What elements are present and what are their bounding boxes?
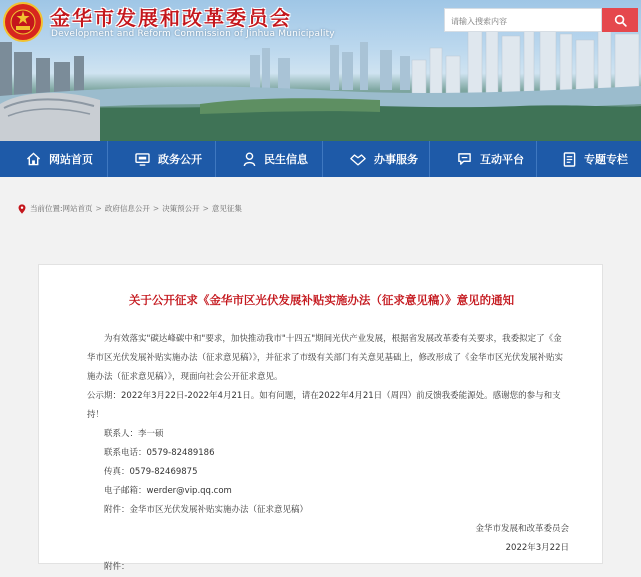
fax-label: 传真：	[104, 467, 130, 477]
nav-item-livelihood[interactable]	[216, 141, 322, 177]
person-icon	[243, 152, 256, 167]
contact-person-row	[87, 425, 569, 444]
nav-label-livelihood: 民生信息	[264, 153, 308, 166]
nav-label-gov-open: 政务公开	[158, 153, 202, 166]
nav-item-topics[interactable]	[537, 141, 641, 177]
nav-label-interaction: 互动平台	[480, 153, 524, 166]
breadcrumb-prefix: 当前位置:	[30, 204, 63, 213]
breadcrumb-link-info-open[interactable]: 政府信息公开	[104, 204, 150, 213]
contact-person-value: 李一硕	[138, 429, 164, 439]
national-emblem-logo	[3, 2, 43, 42]
search-icon	[614, 14, 627, 27]
nav-item-services[interactable]	[323, 141, 429, 177]
handshake-icon	[350, 153, 366, 166]
contact-person-label: 联系人：	[104, 429, 139, 439]
attachment-row	[87, 501, 569, 520]
home-icon	[26, 152, 41, 166]
signature-org: 金华市发展和改革委员会	[475, 524, 569, 534]
article-body	[87, 330, 569, 577]
location-pin-icon	[18, 204, 26, 214]
contact-phone-row	[87, 444, 569, 463]
monitor-icon	[135, 153, 150, 166]
breadcrumb	[18, 203, 242, 214]
breadcrumb-separator: >	[152, 204, 160, 213]
breadcrumb-separator: >	[95, 204, 102, 213]
email-value[interactable]: werder@vip.qq.com	[146, 486, 232, 496]
site-subtitle: Development and Reform Commission of Jinhua Municipality	[51, 29, 335, 39]
nav-label-topics: 专题专栏	[584, 153, 628, 166]
contact-phone-value: 0579-82489186	[146, 448, 215, 458]
attachment-section-label: 附件：	[104, 562, 130, 572]
article-title: 关于公开征求《金华市区光伏发展补贴实施办法（征求意见稿）》意见的通知	[128, 293, 515, 307]
breadcrumb-link-decision[interactable]: 决策预公开	[162, 204, 200, 213]
nav-item-gov-open[interactable]	[108, 141, 215, 177]
attachment-label: 附件：	[104, 505, 130, 515]
article-paragraph-intro: 为有效落实"碳达峰碳中和"要求，加快推动我市"十四五"期间光伏产业发展，根据省发展改革委有关要求，我委拟定了《金华市区光伏发展补贴实施办法（征求意见稿）》，并征求了市级有关部门有关意见基础上，修改形成了《金华市区光伏发展补贴实施办法（征求意见稿）》，现面向社会公开征求意见。	[87, 334, 564, 382]
breadcrumb-link-opinion[interactable]: 意见征集	[211, 204, 242, 213]
email-row	[87, 482, 569, 501]
nav-label-home: 网站首页	[49, 153, 93, 166]
nav-item-home[interactable]	[0, 141, 107, 177]
nav-item-interaction[interactable]	[430, 141, 536, 177]
breadcrumb-link-home[interactable]: 网站首页	[62, 204, 93, 213]
attachment-link[interactable]: 金华市区光伏发展补贴实施办法（征求意见稿）	[129, 505, 309, 515]
search-box	[444, 8, 602, 32]
breadcrumb-separator: >	[202, 204, 209, 213]
fax-value: 0579-82469875	[129, 467, 198, 477]
document-icon	[563, 152, 576, 167]
email-label: 电子邮箱：	[104, 486, 147, 496]
search-button[interactable]	[602, 8, 638, 32]
header-banner	[0, 0, 641, 141]
search-input[interactable]	[445, 11, 601, 33]
nav-label-services: 办事服务	[374, 153, 418, 166]
fax-row	[87, 463, 569, 482]
main-nav	[0, 141, 641, 177]
signature-date: 2022年3月22日	[505, 543, 569, 553]
site-title: 金华市发展和改革委员会	[50, 6, 292, 30]
chat-icon	[457, 152, 472, 166]
article-paragraph-period: 公示期：2022年3月22日-2022年4月21日。如有问题，请在2022年4月21日（周四）前反馈我委能源处。感谢您的参与和支持！	[87, 391, 561, 420]
article-card	[38, 264, 603, 572]
contact-phone-label: 联系电话：	[104, 448, 147, 458]
